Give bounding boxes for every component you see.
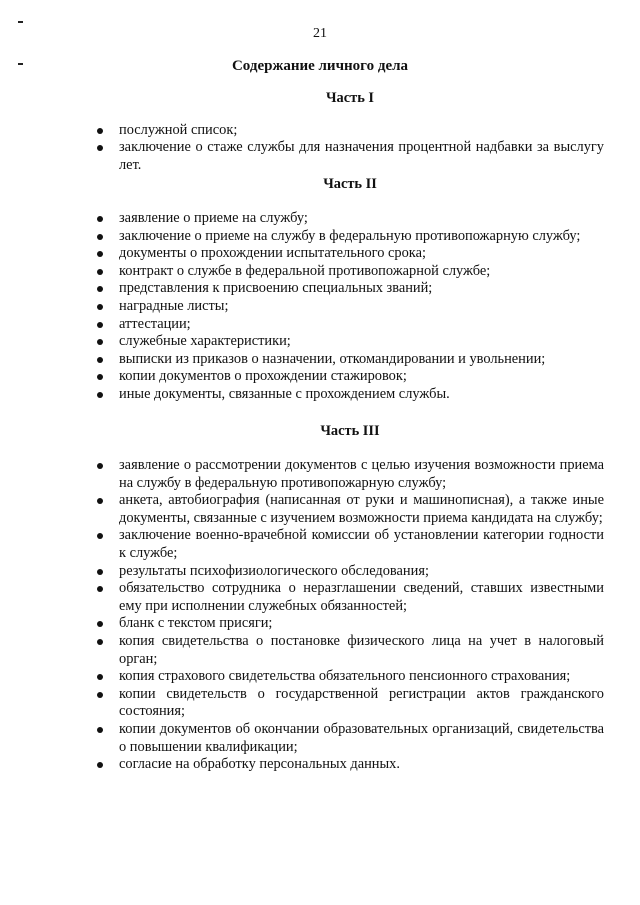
list-item: бланк с текстом присяги; bbox=[96, 615, 604, 633]
list-item: копии документов о прохождении стажировок; bbox=[96, 368, 604, 386]
list-item: согласие на обработку персональных данных. bbox=[96, 756, 604, 774]
bullet-icon bbox=[97, 145, 103, 151]
bullet-icon bbox=[97, 762, 103, 768]
bullet-icon bbox=[97, 639, 103, 645]
list-item: контракт о службе в федеральной противопожарной службе; bbox=[96, 263, 604, 281]
bullet-icon bbox=[97, 586, 103, 592]
list-item: аттестации; bbox=[96, 316, 604, 334]
bullet-icon bbox=[97, 727, 103, 733]
list-item: анкета, автобиография (написанная от руки и машинописная), а также иные документы, связанные с изучением возможности приема кандидата на службу; bbox=[96, 492, 604, 527]
list-item: результаты психофизиологического обследования; bbox=[96, 563, 604, 581]
document-title: Содержание личного дела bbox=[231, 58, 409, 74]
bullet-icon bbox=[97, 128, 103, 134]
bullet-icon bbox=[97, 692, 103, 698]
bullet-icon bbox=[97, 322, 103, 328]
bullet-icon bbox=[97, 674, 103, 680]
list-item: копия свидетельства о постановке физического лица на учет в налоговый орган; bbox=[96, 633, 604, 668]
list-item: копии документов об окончании образовательных организаций, свидетельства о повышении квалификации; bbox=[96, 721, 604, 756]
list-item: обязательство сотрудника о неразглашении сведений, ставших известными ему при исполнении служебных обязанностей; bbox=[96, 580, 604, 615]
list-item: заявление о приеме на службу; bbox=[96, 210, 604, 228]
bullet-icon bbox=[97, 286, 103, 292]
bullet-icon bbox=[97, 621, 103, 627]
bullet-icon bbox=[97, 234, 103, 240]
bullet-icon bbox=[97, 251, 103, 257]
bullet-icon bbox=[97, 339, 103, 345]
list-part-2 bbox=[96, 210, 604, 404]
section-heading-part-2: Часть II bbox=[323, 176, 377, 193]
bullet-icon bbox=[97, 392, 103, 398]
list-item: заявление о рассмотрении документов с целью изучения возможности приема на службу в федеральную противопожарную службу; bbox=[96, 457, 604, 492]
list-item: представления к присвоению специальных званий; bbox=[96, 280, 604, 298]
bullet-icon bbox=[97, 357, 103, 363]
bullet-icon bbox=[97, 498, 103, 504]
list-item: заключение о приеме на службу в федеральную противопожарную службу; bbox=[96, 228, 604, 246]
list-item: копия страхового свидетельства обязательного пенсионного страхования; bbox=[96, 668, 604, 686]
bullet-icon bbox=[97, 533, 103, 539]
section-heading-part-1: Часть I bbox=[325, 90, 375, 106]
list-item: иные документы, связанные с прохождением службы. bbox=[96, 386, 604, 404]
bullet-icon bbox=[97, 569, 103, 575]
document-body bbox=[96, 90, 604, 774]
list-item: заключение военно-врачебной комиссии об установлении категории годности к службе; bbox=[96, 527, 604, 562]
list-item: документы о прохождении испытательного срока; bbox=[96, 245, 604, 263]
list-item: наградные листы; bbox=[96, 298, 604, 316]
bullet-icon bbox=[97, 304, 103, 310]
list-part-3 bbox=[96, 457, 604, 774]
list-part-1 bbox=[96, 122, 604, 175]
list-item: послужной список; bbox=[96, 122, 604, 140]
list-item: служебные характеристики; bbox=[96, 333, 604, 351]
section-heading-part-3: Часть III bbox=[320, 422, 380, 439]
bullet-icon bbox=[97, 463, 103, 469]
list-item: копии свидетельств о государственной регистрации актов гражданского состояния; bbox=[96, 686, 604, 721]
list-item: выписки из приказов о назначении, откомандировании и увольнении; bbox=[96, 351, 604, 369]
bullet-icon bbox=[97, 374, 103, 380]
list-item: заключение о стаже службы для назначения процентной надбавки за выслугу лет. bbox=[96, 139, 604, 174]
bullet-icon bbox=[97, 269, 103, 275]
page-number: 21 bbox=[313, 26, 327, 41]
bullet-icon bbox=[97, 216, 103, 222]
margin-mark bbox=[18, 21, 23, 23]
